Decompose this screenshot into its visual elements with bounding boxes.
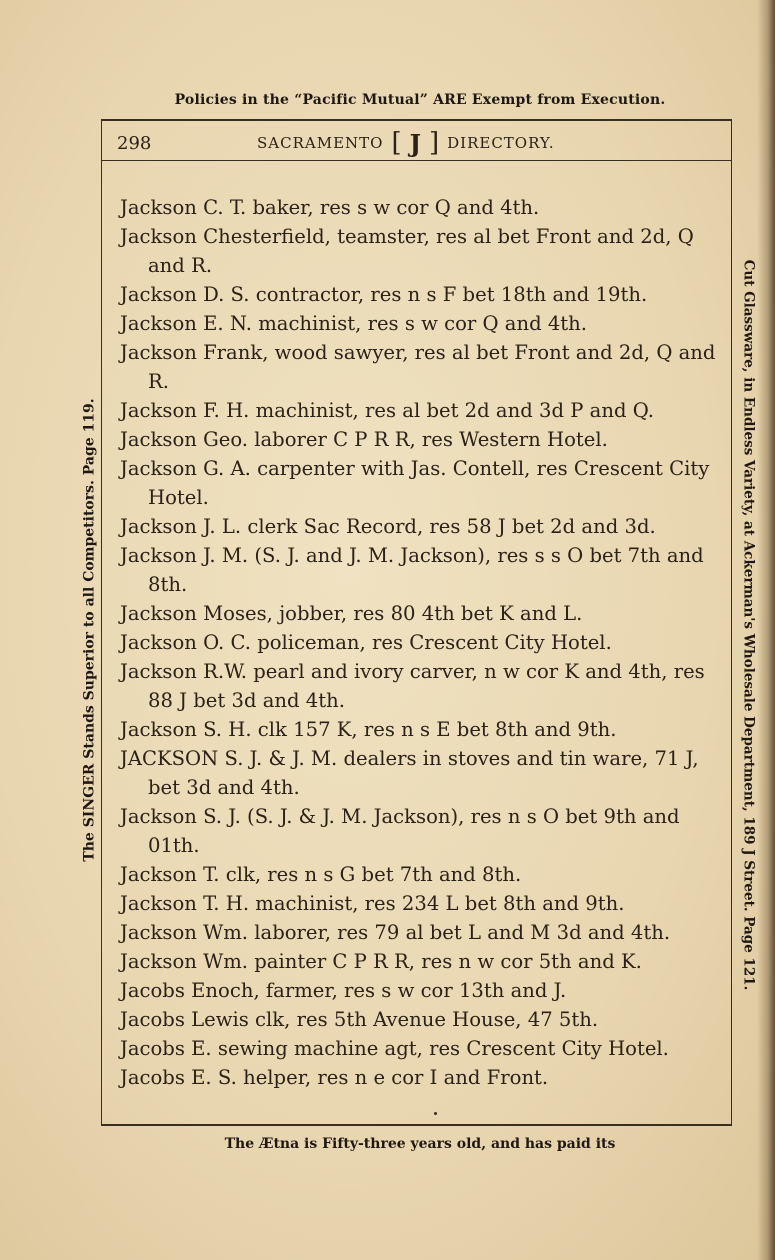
left-margin-advertisement (78, 350, 102, 910)
directory-label: DIRECTORY. (447, 134, 555, 152)
directory-entry: Jackson E. N. machinist, res s w cor Q and 4th. (120, 312, 588, 335)
right-margin-text: Cut Glassware, in Endless Variety, at Ackerman's Wholesale Department, 189 J Street. Page 121. (740, 259, 757, 991)
directory-entry: Jackson T. H. machinist, res 234 L bet 8th and 9th. (120, 892, 625, 915)
directory-entry: Jackson R.W. pearl and ivory carver, n w cor K and 4th, res 88 J bet 3d and 4th. (120, 660, 705, 712)
directory-entry: Jackson Frank, wood sawyer, res al bet Front and 2d, Q and R. (120, 341, 716, 393)
left-margin-text: The SINGER Stands Superior to all Competitors. Page 119. (82, 398, 99, 862)
directory-entry: Jackson Moses, jobber, res 80 4th bet K and L. (120, 602, 583, 625)
directory-entry: Jackson J. L. clerk Sac Record, res 58 J bet 2d and 3d. (120, 515, 656, 538)
section-letter: J (409, 128, 421, 158)
directory-entry: Jackson D. S. contractor, res n s F bet 18th and 19th. (120, 283, 648, 306)
directory-entry: Jackson Wm. painter C P R R, res n w cor 5th and K. (120, 950, 642, 973)
top-advertisement-banner: Policies in the “Pacific Mutual” ARE Exempt from Execution. (174, 92, 666, 108)
running-head (117, 128, 717, 158)
directory-entry: Jackson T. clk, res n s G bet 7th and 8th. (120, 863, 522, 886)
directory-entry: Jacobs E. sewing machine agt, res Crescent City Hotel. (120, 1037, 669, 1060)
directory-entry: Jackson Geo. laborer C P R R, res Western Hotel. (120, 428, 608, 451)
city-name: SACRAMENTO (257, 134, 384, 152)
directory-entries (120, 193, 720, 1092)
directory-entry: Jackson F. H. machinist, res al bet 2d and 3d P and Q. (120, 399, 655, 422)
directory-entry: JACKSON S. J. & J. M. dealers in stoves and tin ware, 71 J, bet 3d and 4th. (120, 747, 699, 799)
directory-entry: Jackson S. H. clk 157 K, res n s E bet 8th and 9th. (120, 718, 617, 741)
footer-dot (434, 1112, 437, 1115)
right-margin-advertisement (736, 190, 760, 1060)
bottom-advertisement-banner: The Ætna is Fifty-three years old, and has paid its (224, 1136, 616, 1152)
directory-entry: Jackson Wm. laborer, res 79 al bet L and M 3d and 4th. (120, 921, 671, 944)
directory-entry: Jacobs Enoch, farmer, res s w cor 13th and J. (120, 979, 567, 1002)
directory-entry: Jackson C. T. baker, res s w cor Q and 4th. (120, 196, 540, 219)
header-rule (101, 160, 732, 161)
directory-entry: Jackson G. A. carpenter with Jas. Contell, res Crescent City Hotel. (120, 457, 710, 509)
directory-entry: Jackson J. M. (S. J. and J. M. Jackson), res s s O bet 7th and 8th. (120, 544, 704, 596)
directory-entry: Jackson Chesterfield, teamster, res al bet Front and 2d, Q and R. (120, 225, 694, 277)
directory-entry: Jacobs E. S. helper, res n e cor I and Front. (120, 1066, 549, 1089)
directory-entry: Jackson O. C. policeman, res Crescent City Hotel. (120, 631, 612, 654)
directory-entry: Jacobs Lewis clk, res 5th Avenue House, 47 5th. (120, 1008, 599, 1031)
page-number: 298 (117, 132, 152, 154)
directory-entry: Jackson S. J. (S. J. & J. M. Jackson), res n s O bet 9th and 01th. (120, 805, 680, 857)
bracket-open: [ (391, 128, 402, 158)
bracket-close: ] (428, 128, 440, 158)
